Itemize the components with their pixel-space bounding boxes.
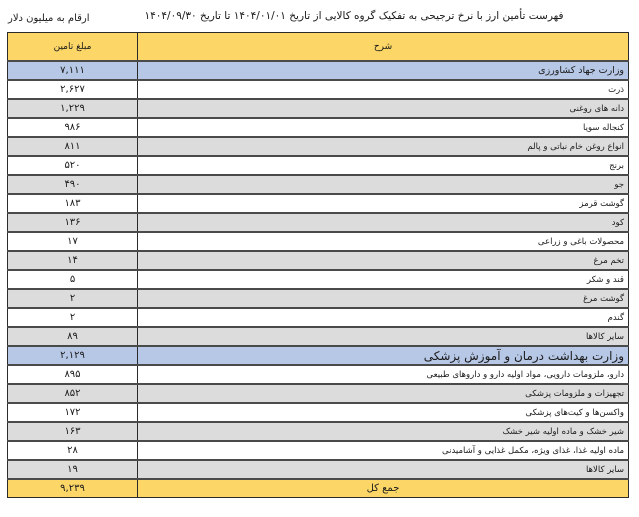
ministry-row xyxy=(8,61,629,80)
description-cell: کود xyxy=(138,213,629,232)
table-row xyxy=(8,175,629,194)
description-cell: ماده اولیه غذا، غذای ویژه، مکمل غذایی و آشامیدنی xyxy=(138,441,629,460)
currency-allocation-table xyxy=(7,32,629,498)
description-cell: واکسن‌ها و کیت‌های پزشکی xyxy=(138,403,629,422)
amount-cell: ۸۱۱ xyxy=(8,137,138,156)
description-cell: گوشت مرغ xyxy=(138,289,629,308)
amount-cell: ۱۳۶ xyxy=(8,213,138,232)
amount-cell: ۸۹ xyxy=(8,327,138,346)
description-cell: گندم xyxy=(138,308,629,327)
description-cell: سایر کالاها xyxy=(138,327,629,346)
table-row xyxy=(8,137,629,156)
column-header-amount: مبلغ تامین xyxy=(8,33,138,62)
description-cell: محصولات باغی و زراعی xyxy=(138,232,629,251)
amount-cell: ۵۲۰ xyxy=(8,156,138,175)
table-row xyxy=(8,460,629,479)
report-title: فهرست تأمین ارز با نرخ ترجیحی به تفکیک گروه کالایی از تاریخ ۱۴۰۴/۰۱/۰۱ تا تاریخ ۱۴۰۴/۰۹/۳۰ xyxy=(144,10,564,22)
amount-cell: ۸۵۲ xyxy=(8,384,138,403)
description-cell: جو xyxy=(138,175,629,194)
amount-cell: ۵ xyxy=(8,270,138,289)
amount-cell: ۴۹۰ xyxy=(8,175,138,194)
description-cell: دانه های روغنی xyxy=(138,99,629,118)
ministry-row xyxy=(8,346,629,365)
description-cell: قند و شکر xyxy=(138,270,629,289)
description-cell: وزارت بهداشت درمان و آموزش پزشکی xyxy=(138,346,629,365)
amount-cell: ۲ xyxy=(8,308,138,327)
description-cell: گوشت قرمز xyxy=(138,194,629,213)
table-row xyxy=(8,384,629,403)
table-row xyxy=(8,80,629,99)
amount-cell: ۱,۲۲۹ xyxy=(8,99,138,118)
total-row xyxy=(8,479,629,498)
amount-cell: ۲,۶۲۷ xyxy=(8,80,138,99)
table-row xyxy=(8,289,629,308)
description-cell: برنج xyxy=(138,156,629,175)
amount-cell: ۷,۱۱۱ xyxy=(8,61,138,80)
description-cell: ذرت xyxy=(138,80,629,99)
description-cell: تخم مرغ xyxy=(138,251,629,270)
amount-cell: ۲۸ xyxy=(8,441,138,460)
table-row xyxy=(8,232,629,251)
amount-cell: ۱۶۳ xyxy=(8,422,138,441)
amount-cell: ۸۹۵ xyxy=(8,365,138,384)
total-amount: ۹,۲۳۹ xyxy=(8,479,138,498)
description-cell: تجهیزات و ملزومات پزشکی xyxy=(138,384,629,403)
amount-cell: ۱۸۳ xyxy=(8,194,138,213)
table-row xyxy=(8,213,629,232)
total-label: جمع کل xyxy=(138,479,629,498)
table-row xyxy=(8,194,629,213)
amount-cell: ۱۷۲ xyxy=(8,403,138,422)
description-cell: شیر خشک و ماده اولیه شیر خشک xyxy=(138,422,629,441)
amount-cell: ۲,۱۲۹ xyxy=(8,346,138,365)
amount-cell: ۲ xyxy=(8,289,138,308)
description-cell: وزارت جهاد کشاورزی xyxy=(138,61,629,80)
table-header-row xyxy=(8,33,629,62)
column-header-description: شرح xyxy=(138,33,629,62)
table-row xyxy=(8,422,629,441)
amount-cell: ۱۴ xyxy=(8,251,138,270)
amount-cell: ۱۷ xyxy=(8,232,138,251)
unit-note: ارقام به میلیون دلار xyxy=(8,13,90,24)
description-cell: سایر کالاها xyxy=(138,460,629,479)
table-row xyxy=(8,99,629,118)
table-row xyxy=(8,441,629,460)
table-row xyxy=(8,156,629,175)
table-row xyxy=(8,118,629,137)
table-row xyxy=(8,251,629,270)
amount-cell: ۹۸۶ xyxy=(8,118,138,137)
table-row xyxy=(8,403,629,422)
description-cell: کنجاله سویا xyxy=(138,118,629,137)
table-row xyxy=(8,365,629,384)
description-cell: دارو، ملزومات دارویی، مواد اولیه دارو و داروهای طبیعی xyxy=(138,365,629,384)
table-row xyxy=(8,327,629,346)
table-row xyxy=(8,270,629,289)
table-row xyxy=(8,308,629,327)
amount-cell: ۱۹ xyxy=(8,460,138,479)
description-cell: انواع روغن خام نباتی و پالم xyxy=(138,137,629,156)
